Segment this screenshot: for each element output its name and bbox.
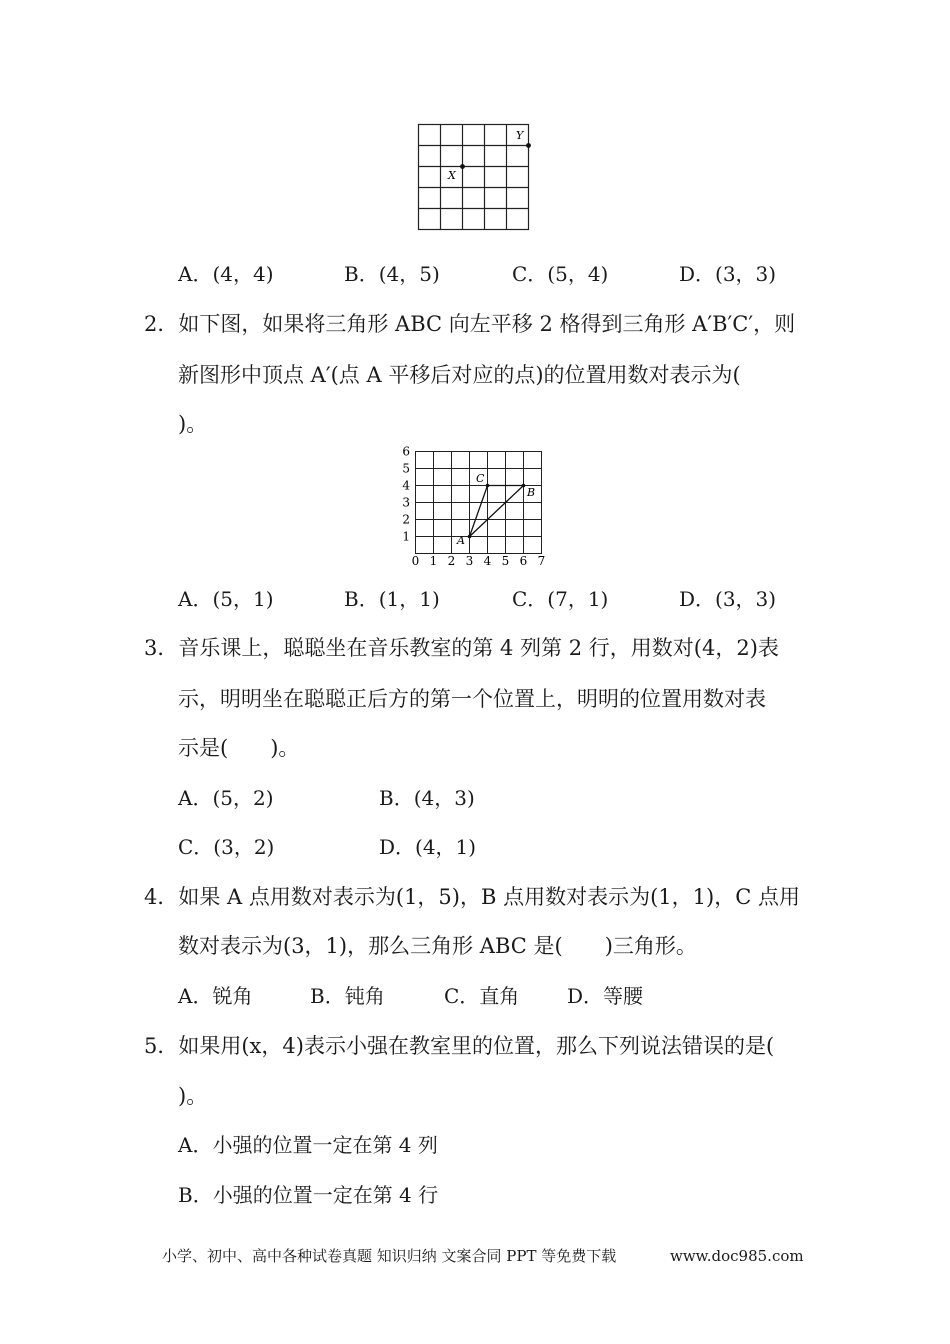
point-y-label: Y (516, 129, 524, 142)
q4-option-d: D．等腰 (567, 984, 644, 1008)
q4-option-c: C．直角 (444, 984, 520, 1008)
q2-option-d: D．(3，3) (679, 587, 777, 611)
point-b-label: B (527, 486, 536, 499)
point-x-label: X (448, 169, 456, 182)
q3-option-b: B．(4，3) (379, 786, 475, 810)
q2-line-3: )。 (178, 412, 208, 436)
q3-line-2: 示，明明坐在聪聪正后方的第一个位置上，明明的位置用数对表 (178, 687, 766, 711)
point-x-dot (460, 164, 465, 169)
q2-option-a: A．(5，1) (178, 587, 274, 611)
q1-option-c: C．(5，4) (512, 262, 609, 286)
y-tick-1: 1 (402, 529, 410, 544)
y-tick-4: 4 (402, 478, 410, 493)
q2-option-c: C．(7，1) (512, 587, 609, 611)
q5-line-1: 5．如果用(x，4)表示小强在教室里的位置，那么下列说法错误的是( (144, 1034, 775, 1058)
x-tick-6: 6 (519, 554, 528, 568)
q3-option-c: C．(3，2) (178, 835, 275, 859)
q4-line-1: 4．如果 A 点用数对表示为(1，5)，B 点用数对表示为(1，1)，C 点用 (144, 885, 800, 909)
q5-option-a: A．小强的位置一定在第 4 列 (178, 1133, 438, 1157)
q3-line-1: 3．音乐课上，聪聪坐在音乐教室的第 4 列第 2 行，用数对(4，2)表 (144, 636, 779, 660)
y-tick-3: 3 (402, 495, 410, 510)
q2-line-1: 2．如下图，如果将三角形 ABC 向左平移 2 格得到三角形 A′B′C′，则 (144, 312, 796, 336)
y-tick-2: 2 (402, 512, 410, 527)
y-tick-5: 5 (402, 461, 410, 476)
x-tick-4: 4 (483, 554, 492, 568)
x-tick-7: 7 (537, 554, 546, 568)
footer-url[interactable]: www.doc985.com (670, 1247, 804, 1265)
q2-option-b: B．(1，1) (344, 587, 440, 611)
q5-line-2: )。 (178, 1084, 208, 1108)
q5-option-b: B．小强的位置一定在第 4 行 (178, 1183, 439, 1207)
q1-option-b: B．(4，5) (344, 262, 440, 286)
footer-text: 小学、初中、高中各种试卷真题 知识归纳 文案合同 PPT 等免费下载 (162, 1247, 617, 1265)
x-tick-3: 3 (465, 554, 474, 568)
triangle-abc (470, 486, 524, 537)
q4-option-a: A．锐角 (178, 984, 253, 1008)
point-y-dot (526, 143, 531, 148)
q1-option-d: D．(3，3) (679, 262, 777, 286)
q4-line-2: 数对表示为(3，1)，那么三角形 ABC 是( )三角形。 (178, 934, 697, 958)
x-tick-5: 5 (501, 554, 510, 568)
point-c-label: C (476, 472, 485, 485)
q1-option-a: A．(4，4) (178, 262, 274, 286)
point-a-label: A (457, 534, 465, 547)
y-tick-6: 6 (402, 444, 410, 459)
q3-line-3: 示是( )。 (178, 736, 300, 760)
x-tick-1: 1 (429, 554, 438, 568)
q3-option-a: A．(5，2) (178, 786, 274, 810)
x-tick-2: 2 (447, 554, 456, 568)
x-tick-0: 0 (411, 554, 420, 568)
figure-grid-xy (410, 118, 540, 238)
q2-line-2: 新图形中顶点 A′(点 A 平移后对应的点)的位置用数对表示为( (178, 363, 741, 387)
q3-option-d: D．(4，1) (379, 835, 477, 859)
figure-triangle-grid (393, 444, 559, 568)
q4-option-b: B．钝角 (310, 984, 385, 1008)
